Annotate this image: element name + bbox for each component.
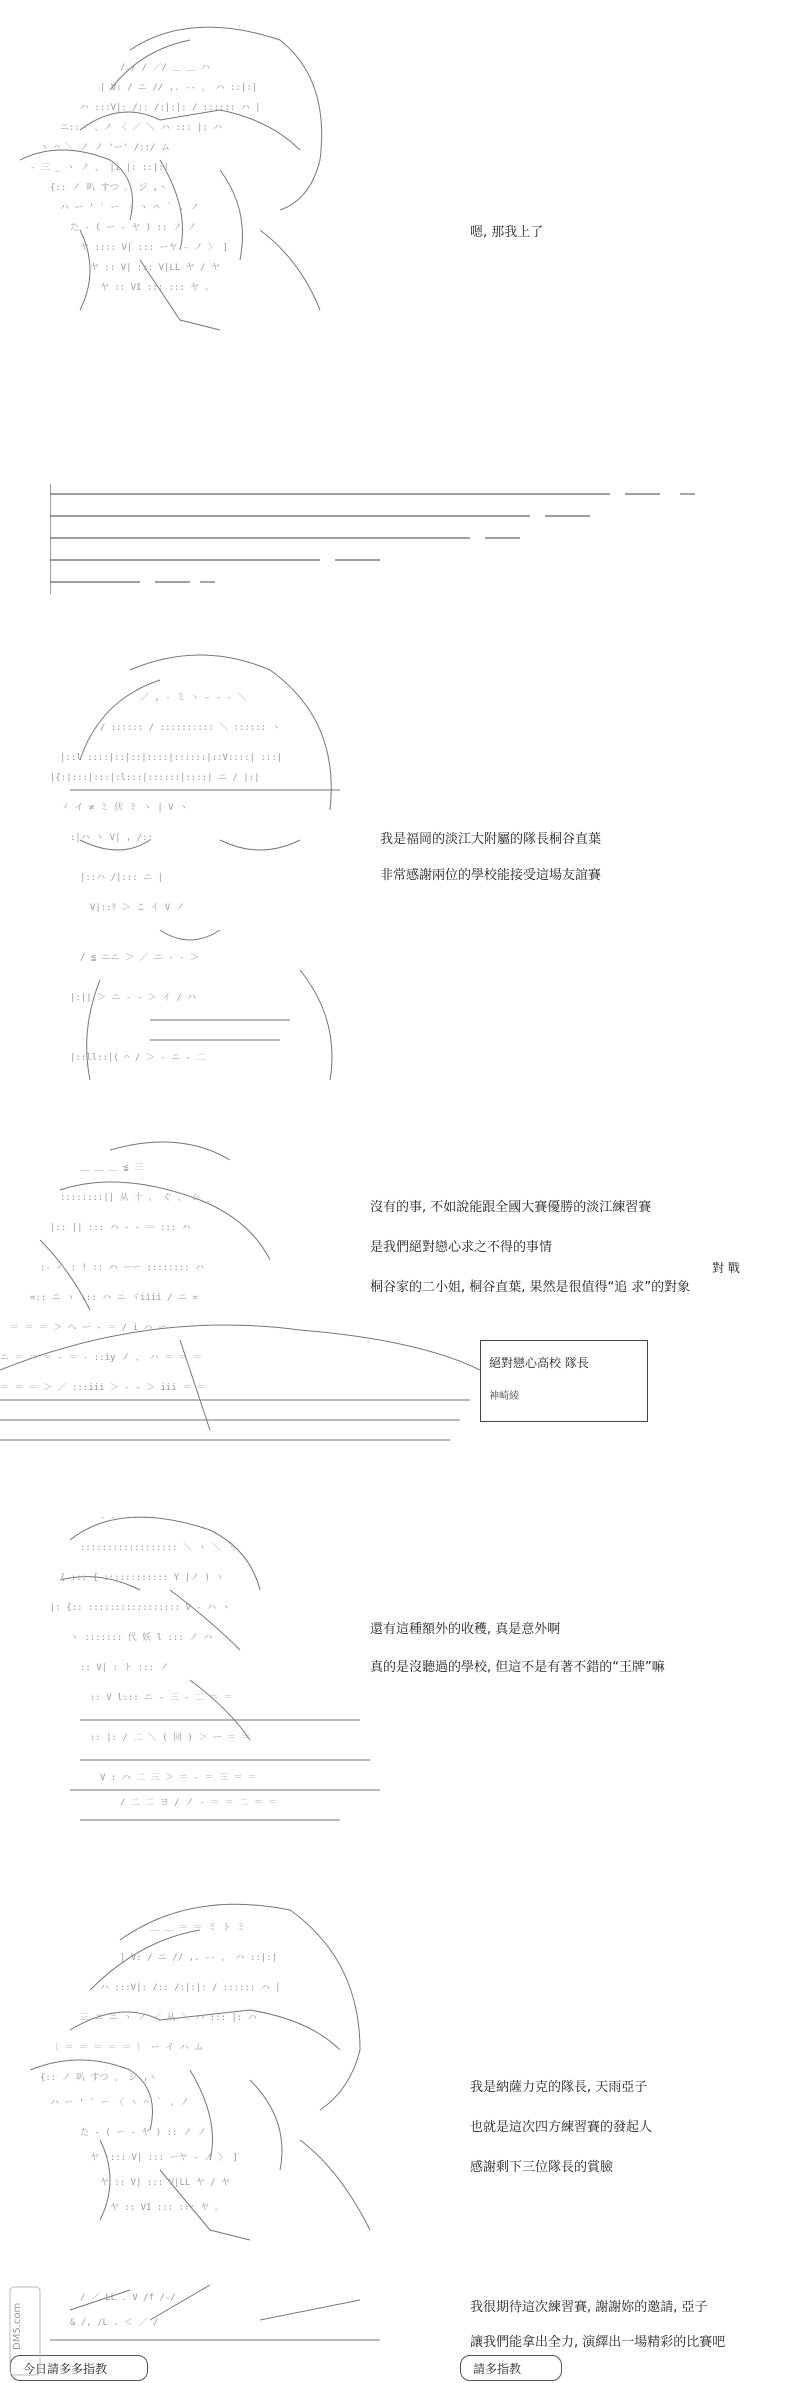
character-art-5: [30, 1880, 430, 2250]
svg-text:/ 二 二 ヨ / ノ ‐ ＝ ＝ 二 ＝ ＝: / 二 二 ヨ / ノ ‐ ＝ ＝ 二 ＝ ＝: [120, 1798, 277, 1808]
svg-text:た ‐ ( ー ‐ ヤ ) :: ノ ノ: た ‐ ( ー ‐ ヤ ) :: ノ ノ: [70, 223, 197, 233]
dialog-line: 我是福岡的淡江大附屬的隊長桐谷直葉: [380, 832, 602, 847]
label-title: 絕對戀心高校 隊長: [489, 1356, 589, 1370]
svg-text:三 ニ ニ ヽ ノ ／ 从 ＼ ハ ::: |: ハ: 三 ニ ニ ヽ ノ ／ 从 ＼ ハ ::: |: ハ: [80, 2013, 257, 2023]
dialog-line: 感謝剩下三位隊長的賞臉: [470, 2160, 614, 2175]
svg-text:〔 ＝ ＝ ＝ ＝ ＝ 〕 ー イ ハ ム: 〔 ＝ ＝ ＝ ＝ ＝ 〕 ー イ ハ ム: [50, 2043, 204, 2053]
svg-text:|: {:: ::::::::::::::::: V ‐ ハ: |: {:: ::::::::::::::::: V ‐ ハ ヽ: [50, 1603, 231, 1613]
dialog-line: 是我們絕對戀心求之不得的事情: [370, 1240, 553, 1255]
svg-text:ヤ :::: V| ::: ーヤ ‐ ノ 〉 ]: ヤ :::: V| ::: ーヤ ‐ ノ 〉 ]: [80, 243, 228, 253]
svg-text:ハ :::V|: /:: /:|:|: / :::::: ハ: ハ :::V|: /:: /:|:|: / :::::: ハ |: [80, 103, 261, 113]
dialog-line: 非常感謝兩位的學校能接受這場友誼賽: [380, 868, 602, 883]
character-art-1: [20, 10, 360, 340]
dialog-line: 沒有的事, 不如說能跟全國大賽優勝的淡江練習賽: [370, 1200, 652, 1215]
dialog-line: 我是納薩力克的隊長, 天雨亞子: [470, 2080, 648, 2095]
svg-text::|ハ ヽ V| , /::: :|ハ ヽ V| , /::: [70, 833, 154, 843]
svg-text:|:|| ＞ ニ ‐ ‐ ＞ イ / ハ: |:|| ＞ ニ ‐ ‐ ＞ イ / ハ: [70, 993, 197, 1003]
speech-bubble-right: [460, 2355, 562, 2381]
svg-text:| V: / ニ // ,. -‐ 、 ハ ::|:|: | V: / ニ // ,. -‐ 、 ハ ::|:|: [100, 83, 258, 93]
watermark-text: DM5.com: [12, 2302, 23, 2350]
speed-lines: [50, 484, 700, 594]
speech-text: 今日請多多指教: [23, 2362, 108, 2376]
character-art-2: [40, 640, 360, 1080]
ruby-annotation: 對 戰: [712, 1261, 740, 1275]
svg-text:ヾ イ ≠ ミ 伏 ミ ヽ | V ヽ: ヾ イ ≠ ミ 伏 ミ ヽ | V ヽ: [60, 803, 189, 813]
svg-text:/ :::::: / :::::::::: ＼ ::::::: / :::::: / :::::::::: ＼ :::::: ヽ: [100, 723, 281, 733]
svg-text:|:: || ::: ハ ‐ ‐ ＝ ::: ハ: |:: || ::: ハ ‐ ‐ ＝ ::: ハ: [50, 1223, 191, 1233]
svg-text:ヤ :: V| ::: V|LL ヤ / ヤ: ヤ :: V| ::: V|LL ヤ / ヤ: [100, 2178, 230, 2188]
svg-text::: V l::: ニ ‐ 三 ‐ 二 ＝ ＝: :: V l::: ニ ‐ 三 ‐ 二 ＝ ＝: [90, 1693, 233, 1703]
dialog-line: 真的是沒聽過的學校, 但這不是有著不錯的“王牌”嘛: [370, 1660, 665, 1675]
svg-text:ヽ ⌒ ＼ ノ ノ 'ー' /::/ ム: ヽ ⌒ ＼ ノ ノ 'ー' /::/ ム: [40, 143, 170, 153]
svg-text::::::::::::::::::: ＼ ヽ ＼ 〈: :::::::::::::::::: ＼ ヽ ＼ 〈: [80, 1543, 236, 1553]
svg-text::: |: / 二 ＼ ( 回 ) ＞ ー ＝ ＝: :: |: / 二 ＼ ( 回 ) ＞ ー ＝ ＝: [90, 1733, 251, 1743]
svg-text:/ ／ LL . V /f /‐/: / ／ LL . V /f /‐/: [80, 2293, 176, 2303]
svg-text:＝ ＝ ＝ ＞ ヘ ー ‐ ＝ / i ハ ー: ＝ ＝ ＝ ＞ ヘ ー ‐ ＝ / i ハ ー: [10, 1323, 167, 1333]
svg-text:| V: / ニ // ,. -‐ 、 ハ ::|:|: | V: / ニ // ,. -‐ 、 ハ ::|:|: [120, 1953, 278, 1963]
svg-text:＝ ＝ ＝ ＞ ／ :::iii ＞ ‐ ‐ ＞ iii ＝: ＝ ＝ ＝ ＞ ／ :::iii ＞ ‐ ‐ ＞ iii ＝ ＝: [0, 1383, 206, 1393]
svg-text:‐ 三 _ ヽ ノ 、 |i |: ::|:|: ‐ 三 _ ヽ ノ 、 |i |: ::|:|: [30, 163, 169, 173]
svg-text:|::ハ /|::: ニ |: |::ハ /|::: ニ |: [80, 873, 164, 883]
dialog-line: 我很期待這次練習賽, 謝謝妳的邀請, 亞子: [470, 2300, 708, 2315]
svg-text:ハ :::V|: /:: /:|:|: / :::::: ハ: ハ :::V|: /:: /:|:|: / :::::: ハ |: [100, 1983, 281, 1993]
svg-text:ハ ー ' ` ー 〈 ヽ ⌒ ｀ . ノ: ハ ー ' ` ー 〈 ヽ ⌒ ｀ . ノ: [50, 2098, 189, 2108]
svg-text:ヤ :: VI ::: ::: ヤ 。: ヤ :: VI ::: ::: ヤ 。: [110, 2203, 224, 2213]
svg-text:ハ ー ' ` ー 〈 ヽ ⌒ ｀ . ノ: ハ ー ' ` ー 〈 ヽ ⌒ ｀ . ノ: [60, 203, 199, 213]
svg-text:& /, /L . ＜ ／ /: & /, /L . ＜ ／ /: [70, 2318, 159, 2328]
svg-text:{:: ノ 叭 すつ 。 ジ ,ヽ: {:: ノ 叭 すつ 。 ジ ,ヽ: [40, 2073, 158, 2083]
character-art-4: [40, 1500, 400, 1830]
svg-text:ニ::ヾ 、ノ 〈 ／ ＼ ハ ::: |: ハ: ニ::ヾ 、ノ 〈 ／ ＼ ハ ::: |: ハ: [60, 123, 223, 133]
svg-text:ヤ :: VI ::: ::: ヤ 。: ヤ :: VI ::: ::: ヤ 。: [100, 283, 214, 293]
dialog-line: 讓我們能拿出全力, 演繹出一場精彩的比賽吧: [470, 2335, 726, 2350]
svg-text:ヽ ::::::: 代 妖 l ::: ノ ハ: ヽ ::::::: 代 妖 l ::: ノ ハ: [70, 1633, 213, 1643]
svg-text:::::::::|| 从 十 、 ぐ 、 シ _: ::::::::|| 从 十 、 ぐ 、 シ _: [60, 1193, 212, 1203]
label-subtitle: 神崎綾: [489, 1391, 519, 1402]
character-label-box: [480, 1340, 648, 1422]
svg-text:/ / / ／/ ＿ ＿ ハ: / / / ／/ ＿ ＿ ハ: [120, 63, 211, 73]
character-art-6: [40, 2280, 400, 2350]
dialog-line: 桐谷家的二小姐, 桐谷直葉, 果然是很值得“追 求”的對象: [370, 1280, 691, 1295]
svg-text:V|::ﾘ ＞ こ イ V ノ: V|::ﾘ ＞ こ イ V ノ: [90, 903, 185, 913]
svg-text:|::l ::::|::|::|::::|::::::|::: |::l ::::|::|::|::::|::::::|::V::::| :::|: [60, 753, 283, 763]
svg-text:／ , ‐ ミ ヽ ‐ ‐ ‐ ＼: ／ , ‐ ミ ヽ ‐ ‐ ‐ ＼: [140, 693, 247, 703]
svg-text:=:: ニ ヽ ::: ハ ニ ヾiiii / ニ =: =:: ニ ヽ ::: ハ ニ ヾiiii / ニ =: [30, 1293, 198, 1303]
svg-text:/ ≦ ニニ ＞ ／ ニ ‐ ‐ ＞: / ≦ ニニ ＞ ／ ニ ‐ ‐ ＞: [80, 953, 200, 963]
svg-text:＿ ＿ ＝ ＝ ミ ト ミ: ＿ ＿ ＝ ＝ ミ ト ミ: [150, 1923, 246, 1933]
speech-text: 請多指教: [473, 2362, 522, 2376]
svg-text:{:: ノ 叭 すつ 。 ジ ,ヽ: {:: ノ 叭 すつ 。 ジ ,ヽ: [50, 183, 168, 193]
dialog-line: 還有這種額外的收穫, 真是意外啊: [370, 1622, 561, 1637]
svg-text::: V| : ト ::: ノ: :: V| : ト ::: ノ: [80, 1663, 169, 1673]
svg-text:|::ll::|( ⌒ / ＞ ‐ ニ ‐ 二: |::ll::|( ⌒ / ＞ ‐ ニ ‐ 二: [70, 1053, 206, 1063]
svg-text:V : ハ 二 三 ＞ ＝ ‐ ＝ 三 ＝ ＝: V : ハ 二 三 ＞ ＝ ‐ ＝ 三 ＝ ＝: [100, 1773, 257, 1783]
svg-text:ヤ :::: V| ::: ーヤ ‐ ノ 〉 ]: ヤ :::: V| ::: ーヤ ‐ ノ 〉 ]: [90, 2153, 238, 2163]
svg-text:ヤ :: V| ::: V|LL ヤ / ヤ: ヤ :: V| ::: V|LL ヤ / ヤ: [90, 263, 220, 273]
svg-text:ニ ＝ ＝ ＝ ‐ ＝ ‐ ::iy ノ 、 ハ ＝ ＝ ＝: ニ ＝ ＝ ＝ ‐ ＝ ‐ ::iy ノ 、 ハ ＝ ＝ ＝: [0, 1353, 202, 1363]
svg-text:た ‐ ( ー ‐ ヤ ) :: ノ ノ: た ‐ ( ー ‐ ヤ ) :: ノ ノ: [80, 2128, 207, 2138]
svg-text::- ハ : ! :: ハ ーー :::::::: ハ: :- ハ : ! :: ハ ーー :::::::: ハ: [40, 1263, 205, 1273]
svg-text:‐ ‐ ‐ ‐ ‐ ‐: ‐ ‐ ‐ ‐ ‐ ‐: [100, 1513, 160, 1523]
dialog-line: 也就是這次四方練習賽的發起人: [470, 2120, 653, 2135]
dialog-line: 嗯, 那我上了: [470, 225, 544, 240]
svg-text:＿ ＿ ＿ ≦ 三: ＿ ＿ ＿ ≦ 三: [80, 1163, 144, 1173]
svg-text:|{:|:::|:::|:l:::|::::::|::::|: |{:|:::|:::|:l:::|::::::|::::| ニ / |:|: [50, 773, 260, 783]
svg-text:{ ::: { :::::::::::: Y |ノ ) ヽ: { ::: { :::::::::::: Y |ノ ) ヽ: [60, 1573, 225, 1583]
